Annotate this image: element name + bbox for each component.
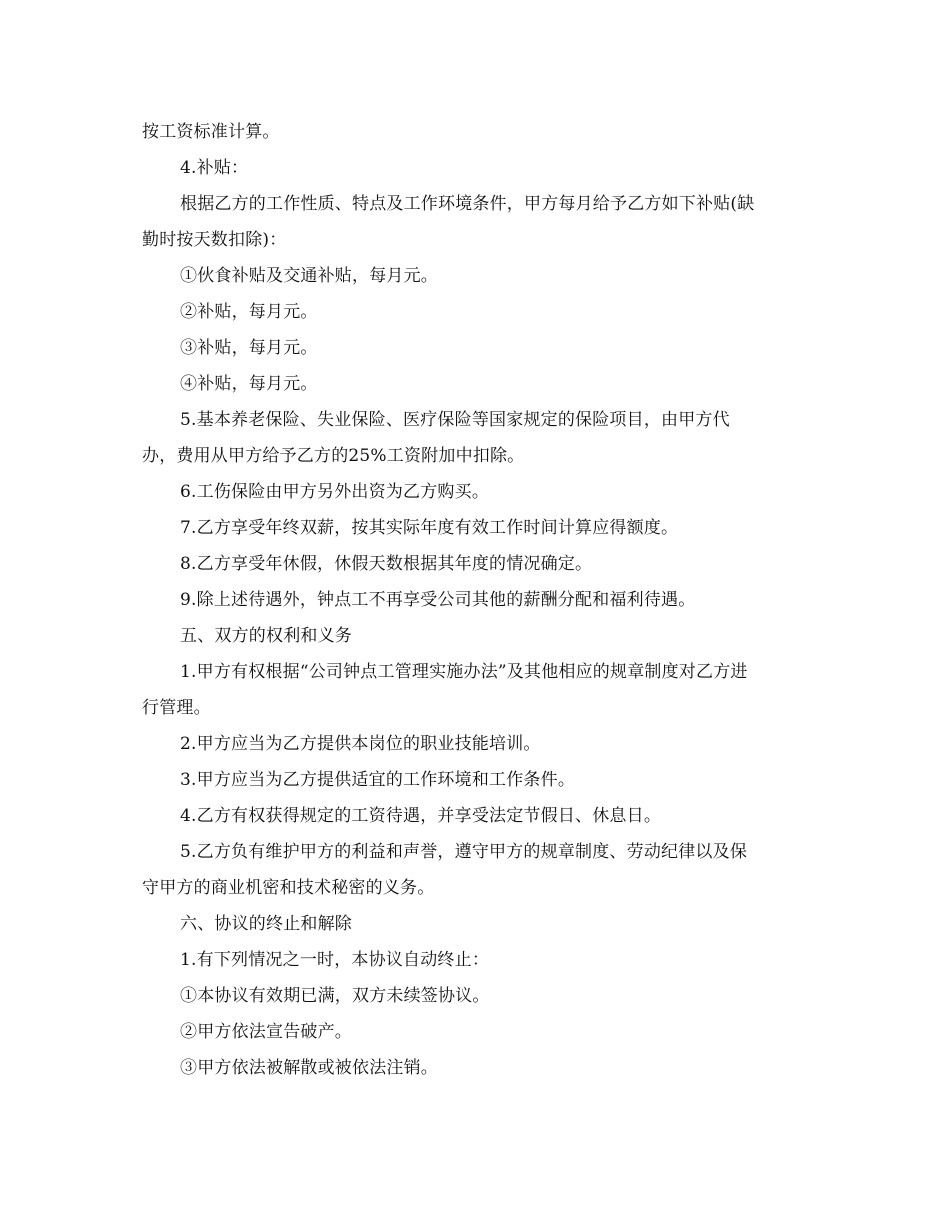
text-line: 2.甲方应当为乙方提供本岗位的职业技能培训。 [180,734,541,754]
text-line: ①本协议有效期已满，双方未续签协议。 [180,986,490,1006]
text-line: 6.工伤保险由甲方另外出资为乙方购买。 [180,482,490,502]
text-line: 根据乙方的工作性质、特点及工作环境条件，甲方每月给予乙方如下补贴(缺 [180,194,755,214]
text-line: 勤时按天数扣除)： [142,230,287,250]
text-line: ③甲方依法被解散或被依法注销。 [180,1058,438,1078]
text-line: 4.乙方有权获得规定的工资待遇，并享受法定节假日、休息日。 [180,806,662,826]
text-line: ③补贴，每月元。 [180,338,318,358]
section-heading: 六、协议的终止和解除 [180,914,352,934]
text-line: 9.除上述待遇外，钟点工不再享受公司其他的薪酬分配和福利待遇。 [180,590,696,610]
document-body [142,114,822,1086]
text-line: 7.乙方享受年终双薪，按其实际年度有效工作时间计算应得额度。 [180,518,679,538]
text-line: ②补贴，每月元。 [180,302,318,322]
section-heading: 五、双方的权利和义务 [180,626,352,646]
text-line: 1.有下列情况之一时，本协议自动终止： [180,950,490,970]
text-line: 守甲方的商业机密和技术秘密的义务。 [142,878,435,898]
text-line: ②甲方依法宣告破产。 [180,1022,352,1042]
text-line: 8.乙方享受年休假，休假天数根据其年度的情况确定。 [180,554,593,574]
text-line: 4.补贴： [180,158,249,178]
text-line: 3.甲方应当为乙方提供适宜的工作环境和工作条件。 [180,770,576,790]
text-line: 1.甲方有权根据“公司钟点工管理实施办法”及其他相应的规章制度对乙方进 [180,662,748,682]
text-line: 5.基本养老保险、失业保险、医疗保险等国家规定的保险项目，由甲方代 [180,410,730,430]
text-line: 按工资标准计算。 [142,122,280,142]
text-line: ④补贴，每月元。 [180,374,318,394]
text-line: 5.乙方负有维护甲方的利益和声誉，遵守甲方的规章制度、劳动纪律以及保 [180,842,748,862]
text-line: 行管理。 [142,698,211,718]
text-line: ①伙食补贴及交通补贴，每月元。 [180,266,438,286]
text-line: 办，费用从甲方给予乙方的25%工资附加中扣除。 [142,446,525,466]
